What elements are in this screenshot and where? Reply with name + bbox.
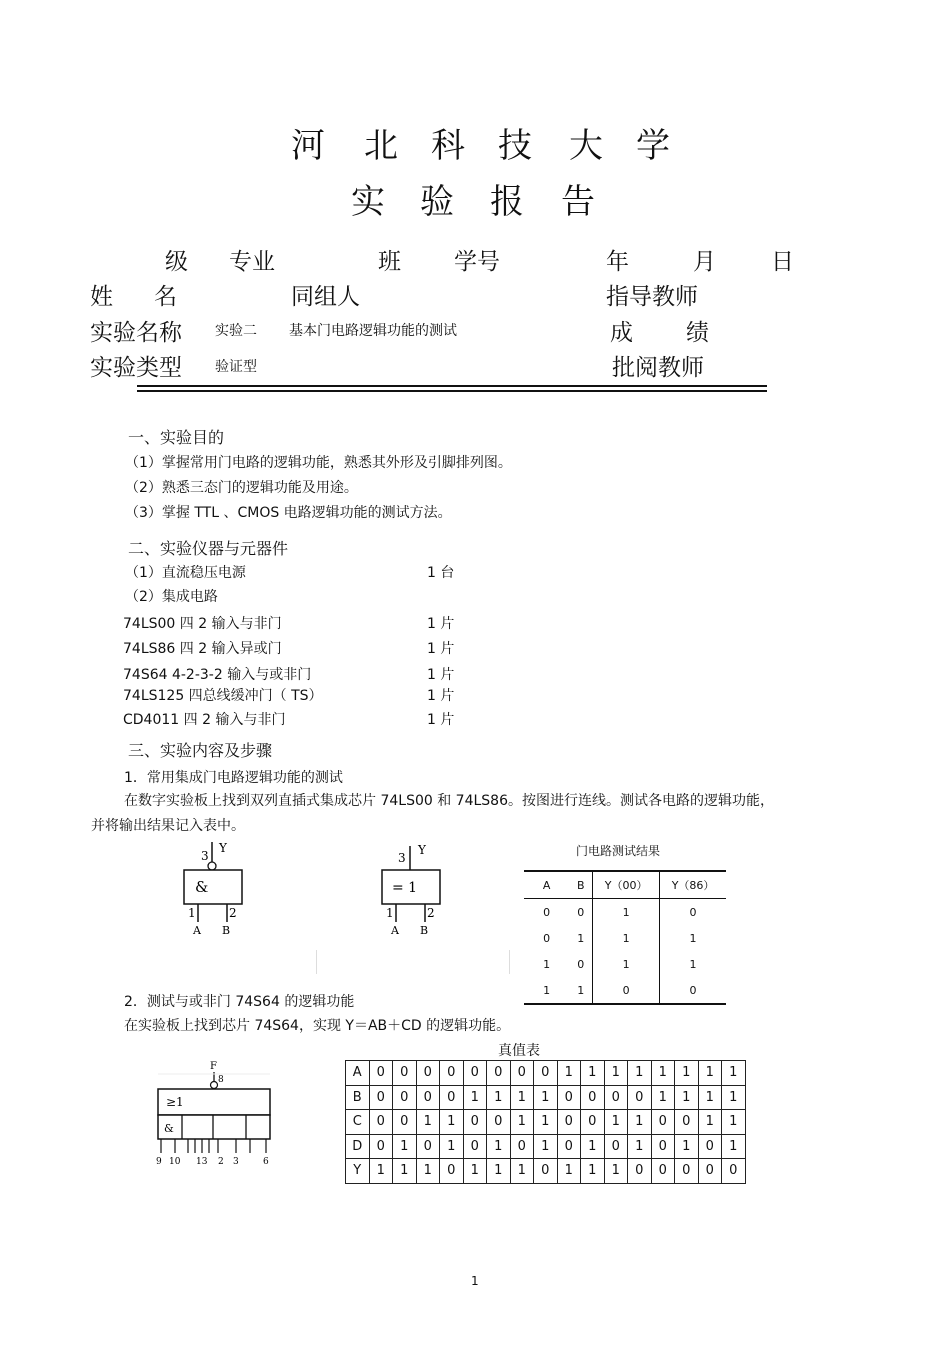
gate-symbol: ≥1 [166,1095,184,1109]
table-cell: 1 [675,1134,699,1159]
table-cell: 0 [660,899,726,926]
table-cell: 0 [543,905,551,919]
name-label-b: 名 [154,284,177,310]
list-item: 74LS86 四 2 输入异或门 [123,641,282,657]
table-cell: 1 [698,1061,722,1086]
table-cell: 1 [440,1110,464,1135]
table-row [524,871,726,899]
table-cell: 1 [463,1085,487,1110]
step-title: 2．测试与或非门 74S64 的逻辑功能 [124,994,355,1010]
pin-label: 13 [196,1157,208,1167]
gate-symbol: & [164,1122,174,1135]
table-row [346,1085,746,1110]
table-cell: 1 [577,983,585,997]
table-cell: 0 [440,1085,464,1110]
table-cell: 1 [393,1159,417,1184]
table-cell: 1 [577,931,585,945]
table-cell: 0 [628,1159,652,1184]
table-cell: 1 [510,1085,534,1110]
pin-label: 1 [386,906,394,920]
list-item: 74LS125 四总线缓冲门（ TS） [123,688,323,704]
table-cell: 0 [628,1085,652,1110]
table-cell: 0 [581,1085,605,1110]
input-label: B [420,924,429,937]
table-cell: 0 [604,1085,628,1110]
score-label-b: 绩 [686,320,709,346]
day-label: 日 [771,249,794,275]
input-label: A [391,924,399,937]
table-cell: 1 [440,1134,464,1159]
input-label: A [193,924,201,937]
table-cell: 1 [604,1110,628,1135]
table-cell: 0 [463,1110,487,1135]
pin-label: 9 [156,1157,162,1167]
table-row [524,977,726,1004]
table-cell: 1 [722,1061,746,1086]
table-cell: 0 [593,977,660,1004]
gate-symbol: & [195,878,209,896]
table-cell: 1 [698,1110,722,1135]
pin-label: 2 [218,1157,224,1167]
table-cell: 1 [534,1134,558,1159]
table-cell: 0 [557,1110,581,1135]
table-cell: 0 [416,1134,440,1159]
table-cell: 1 [593,899,660,926]
nand-gate-diagram [175,838,265,938]
table-cell: 0 [369,1134,393,1159]
table-cell: 1 [581,1061,605,1086]
table-cell: 1 [557,1061,581,1086]
divider-bottom [137,390,767,392]
truth-table [345,1060,746,1184]
step-text: 在数字实验板上找到双列直插式集成芯片 74LS00 和 74LS86。按图进行连线。测试各电路的逻辑功能， [124,793,774,809]
gate-test-table [524,870,726,1005]
table-cell: 0 [557,1134,581,1159]
table-cell: 1 [660,951,726,977]
table-header: B [576,878,585,892]
step-text: 在实验板上找到芯片 74S64，实现 Y＝AB＋CD 的逻辑功能。 [124,1018,511,1034]
table-cell: 0 [675,1159,699,1184]
row-label: C [346,1110,370,1135]
list-item-qty: 1 片 [427,667,455,683]
table-cell: 0 [416,1061,440,1086]
row-label: D [346,1134,370,1159]
table-cell: 0 [577,957,585,971]
table-row [346,1134,746,1159]
table-row [346,1159,746,1184]
name-label-a: 姓 [90,284,113,310]
gate-symbol: = 1 [392,880,418,896]
partner-label: 同组人 [291,284,360,310]
and-or-invert-gate-diagram [150,1058,280,1168]
list-item-qty: 1 台 [427,565,455,581]
table-cell: 0 [675,1110,699,1135]
table-cell: 0 [651,1134,675,1159]
table-cell: 0 [543,931,551,945]
table-cell: 1 [393,1134,417,1159]
instructor-label: 指导教师 [606,284,698,310]
table-cell: 1 [604,1159,628,1184]
reviewer-label: 批阅教师 [612,355,704,381]
table-cell: 1 [557,1159,581,1184]
exp-name-label: 实验名称 [90,320,182,346]
table-header: A [542,878,551,892]
table-cell: 0 [393,1110,417,1135]
pin-label: 8 [218,1075,224,1085]
exp-no: 实验二 [215,323,257,339]
table-cell: 1 [487,1159,511,1184]
row-label: Y [346,1159,370,1184]
table-cell: 1 [534,1110,558,1135]
table-cell: 0 [440,1159,464,1184]
grade-label: 级 [165,249,188,275]
step-text: 并将输出结果记入表中。 [91,818,245,834]
table-cell: 1 [416,1159,440,1184]
table-cell: 1 [593,925,660,951]
pin-label: 3 [233,1157,239,1167]
output-label: Y [418,843,426,857]
table-cell: 1 [660,925,726,951]
list-item: 74S64 4-2-3-2 输入与或非门 [123,667,312,683]
pin-label: 2 [427,906,435,920]
score-label-a: 成 [610,320,633,346]
row-label: A [346,1061,370,1086]
table-cell: 1 [416,1110,440,1135]
divider [316,950,317,974]
table-cell: 1 [487,1134,511,1159]
table-cell: 1 [628,1110,652,1135]
list-item: （1）掌握常用门电路的逻辑功能，熟悉其外形及引脚排列图。 [125,455,512,471]
table-cell: 0 [393,1061,417,1086]
pin-label: 3 [398,851,406,865]
output-label: F [210,1061,217,1072]
table-cell: 1 [604,1061,628,1086]
table-cell: 0 [651,1159,675,1184]
list-item: 74LS00 四 2 输入与非门 [123,616,282,632]
pin-label: 2 [229,906,237,920]
table-row [346,1061,746,1086]
table-header: Y（86） [660,871,726,899]
table-cell: 1 [543,957,551,971]
list-item: （1）直流稳压电源 [125,565,246,581]
month-label: 月 [693,249,716,275]
table-cell: 1 [675,1061,699,1086]
table-cell: 0 [534,1061,558,1086]
table-cell: 1 [722,1110,746,1135]
table-cell: 0 [722,1159,746,1184]
exp-type-label: 实验类型 [90,355,182,381]
table-cell: 0 [698,1159,722,1184]
major-label: 专业 [229,249,275,275]
table-cell: 0 [581,1110,605,1135]
section-title: 二、实验仪器与元器件 [128,539,289,558]
table-cell: 0 [393,1085,417,1110]
list-item: （2）熟悉三态门的逻辑功能及用途。 [125,480,358,496]
table-cell: 1 [581,1134,605,1159]
table-cell: 1 [722,1085,746,1110]
table-cell: 0 [369,1110,393,1135]
table-cell: 0 [698,1134,722,1159]
table-cell: 1 [581,1159,605,1184]
year-label: 年 [606,249,629,275]
class-label: 班 [378,249,401,275]
table-cell: 0 [440,1061,464,1086]
table-cell: 0 [604,1134,628,1159]
list-item-qty: 1 片 [427,616,455,632]
table-row [524,899,726,926]
pin-label: 10 [169,1157,181,1167]
table-cell: 1 [487,1085,511,1110]
list-item: CD4011 四 2 输入与非门 [123,712,286,728]
gate-table-caption: 门电路测试结果 [576,844,661,858]
student-no-label: 学号 [454,249,500,275]
list-item-qty: 1 片 [427,712,455,728]
table-cell: 1 [628,1061,652,1086]
pin-label: 1 [188,906,196,920]
truth-table-caption: 真值表 [498,1043,540,1059]
table-row [346,1110,746,1135]
table-cell: 0 [463,1134,487,1159]
section-title: 一、实验目的 [128,428,225,447]
row-label: B [346,1085,370,1110]
table-cell: 1 [651,1085,675,1110]
xor-gate-diagram [374,838,464,938]
exp-type: 验证型 [215,359,257,375]
table-cell: 1 [722,1134,746,1159]
table-cell: 1 [534,1085,558,1110]
table-cell: 0 [651,1110,675,1135]
pin-label: 3 [201,849,209,863]
input-label: B [222,924,231,937]
table-cell: 0 [510,1134,534,1159]
table-cell: 0 [660,977,726,1004]
table-cell: 1 [510,1110,534,1135]
table-cell: 0 [369,1061,393,1086]
table-cell: 1 [593,951,660,977]
table-cell: 1 [543,983,551,997]
table-cell: 0 [416,1085,440,1110]
page-number: 1 [471,1274,479,1288]
table-cell: 0 [577,905,585,919]
divider [509,950,510,974]
table-cell: 0 [487,1110,511,1135]
table-header: Y（00） [593,871,660,899]
table-cell: 0 [557,1085,581,1110]
table-cell: 1 [628,1134,652,1159]
table-cell: 0 [534,1159,558,1184]
table-cell: 1 [510,1159,534,1184]
table-cell: 0 [463,1061,487,1086]
divider-top [137,385,767,387]
list-item-qty: 1 片 [427,641,455,657]
list-item-qty: 1 片 [427,688,455,704]
pin-label: 6 [263,1157,269,1167]
table-cell: 1 [463,1159,487,1184]
table-cell: 0 [487,1061,511,1086]
section-title: 三、实验内容及步骤 [128,741,273,760]
table-cell: 1 [698,1085,722,1110]
step-title: 1．常用集成门电路逻辑功能的测试 [124,770,343,786]
list-item: （3）掌握 TTL 、CMOS 电路逻辑功能的测试方法。 [125,505,452,521]
table-row [524,925,726,951]
table-cell: 0 [510,1061,534,1086]
exp-title: 基本门电路逻辑功能的测试 [289,323,457,339]
list-item: （2）集成电路 [125,589,218,605]
table-cell: 0 [369,1085,393,1110]
table-cell: 1 [675,1085,699,1110]
output-label: Y [219,841,227,855]
table-cell: 1 [651,1061,675,1086]
table-cell: 1 [369,1159,393,1184]
table-row [524,951,726,977]
